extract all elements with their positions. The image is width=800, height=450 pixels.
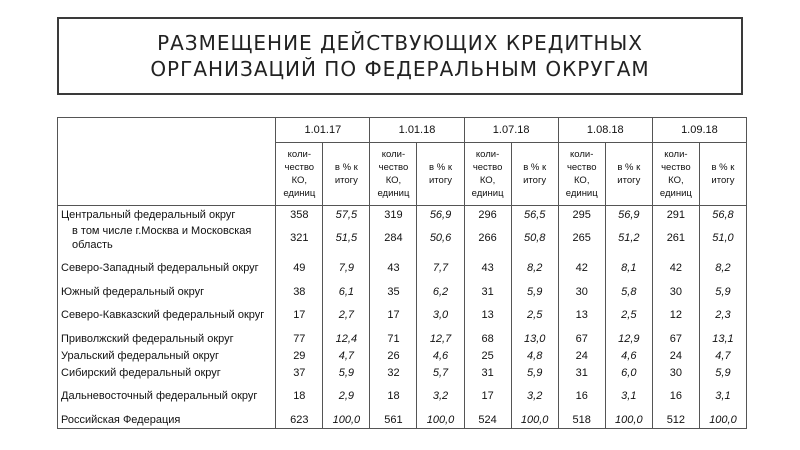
count-cell: 26 [370,347,417,364]
count-cell: 31 [464,283,511,300]
count-cell: 16 [652,381,699,411]
count-cell: 30 [558,283,605,300]
percent-cell: 13,1 [699,330,746,347]
percent-cell: 2,7 [323,300,370,330]
table-row [58,411,747,429]
count-cell: 67 [652,330,699,347]
percent-cell: 6,1 [323,283,370,300]
count-cell: 18 [370,381,417,411]
count-cell: 524 [464,411,511,429]
percent-cell: 12,4 [323,330,370,347]
percent-cell: 56,5 [511,206,558,224]
percent-cell: 5,9 [511,364,558,381]
percent-cell: 3,1 [605,381,652,411]
percent-cell: 5,9 [511,283,558,300]
header-date-5: 1.09.18 [652,118,746,143]
percent-cell: 2,5 [511,300,558,330]
subheader-count-2: коли- чество КО, единиц [370,143,417,206]
count-cell: 561 [370,411,417,429]
percent-cell: 2,5 [605,300,652,330]
count-cell: 77 [276,330,323,347]
count-cell: 17 [276,300,323,330]
credit-org-table-container [57,117,747,450]
percent-cell: 51,5 [323,223,370,253]
percent-cell: 5,9 [323,364,370,381]
percent-cell: 2,3 [699,300,746,330]
percent-cell: 3,0 [417,300,464,330]
count-cell: 319 [370,206,417,224]
percent-cell: 50,6 [417,223,464,253]
count-cell: 29 [276,347,323,364]
percent-cell: 7,9 [323,253,370,283]
header-date-4: 1.08.18 [558,118,652,143]
header-dates-row [58,118,747,143]
count-cell: 291 [652,206,699,224]
percent-cell: 3,2 [511,381,558,411]
percent-cell: 4,6 [417,347,464,364]
count-cell: 518 [558,411,605,429]
count-cell: 13 [558,300,605,330]
table-row [58,300,747,330]
percent-cell: 51,2 [605,223,652,253]
header-date-2: 1.01.18 [370,118,464,143]
subheader-count-5: коли- чество КО, единиц [652,143,699,206]
count-cell: 43 [464,253,511,283]
percent-cell: 100,0 [511,411,558,429]
region-name-cell: Центральный федеральный округ [58,206,276,224]
count-cell: 31 [558,364,605,381]
slide-title-line-2: ОРГАНИЗАЦИЙ ПО ФЕДЕРАЛЬНЫМ ОКРУГАМ [150,57,650,81]
percent-cell: 12,9 [605,330,652,347]
count-cell: 261 [652,223,699,253]
count-cell: 35 [370,283,417,300]
region-name-cell: Уральский федеральный округ [58,347,276,364]
table-row [58,223,747,253]
table-row [58,364,747,381]
subheader-percent-5: в % к итогу [699,143,746,206]
count-cell: 42 [558,253,605,283]
count-cell: 17 [464,381,511,411]
percent-cell: 6,2 [417,283,464,300]
header-date-1: 1.01.17 [276,118,370,143]
count-cell: 38 [276,283,323,300]
table-row [58,330,747,347]
count-cell: 12 [652,300,699,330]
subheader-count-3: коли- чество КО, единиц [464,143,511,206]
percent-cell: 13,0 [511,330,558,347]
region-name-cell: Северо-Кавказский федеральный округ [58,300,276,330]
count-cell: 67 [558,330,605,347]
subheader-count-1: коли- чество КО, единиц [276,143,323,206]
percent-cell: 5,7 [417,364,464,381]
count-cell: 13 [464,300,511,330]
count-cell: 265 [558,223,605,253]
percent-cell: 8,2 [699,253,746,283]
count-cell: 49 [276,253,323,283]
count-cell: 17 [370,300,417,330]
count-cell: 295 [558,206,605,224]
count-cell: 68 [464,330,511,347]
slide-title-line-1: РАЗМЕЩЕНИЕ ДЕЙСТВУЮЩИХ КРЕДИТНЫХ [157,31,643,55]
table-row [58,347,747,364]
percent-cell: 4,6 [605,347,652,364]
percent-cell: 8,2 [511,253,558,283]
percent-cell: 50,8 [511,223,558,253]
count-cell: 71 [370,330,417,347]
count-cell: 512 [652,411,699,429]
percent-cell: 2,9 [323,381,370,411]
count-cell: 31 [464,364,511,381]
subheader-count-4: коли- чество КО, единиц [558,143,605,206]
count-cell: 284 [370,223,417,253]
count-cell: 321 [276,223,323,253]
table-body [58,206,747,429]
region-name-cell: в том числе г.Москва и Московская область [58,223,276,253]
count-cell: 24 [652,347,699,364]
percent-cell: 56,8 [699,206,746,224]
region-name-cell: Сибирский федеральный округ [58,364,276,381]
table-row [58,381,747,411]
count-cell: 30 [652,283,699,300]
percent-cell: 51,0 [699,223,746,253]
region-name-cell: Северо-Западный федеральный округ [58,253,276,283]
percent-cell: 6,0 [605,364,652,381]
percent-cell: 100,0 [605,411,652,429]
percent-cell: 12,7 [417,330,464,347]
header-date-3: 1.07.18 [464,118,558,143]
count-cell: 296 [464,206,511,224]
percent-cell: 57,5 [323,206,370,224]
subheader-percent-3: в % к итогу [511,143,558,206]
count-cell: 25 [464,347,511,364]
percent-cell: 3,2 [417,381,464,411]
percent-cell: 100,0 [417,411,464,429]
percent-cell: 56,9 [605,206,652,224]
region-name-cell: Дальневосточный федеральный округ [58,381,276,411]
table-row [58,206,747,224]
table-row [58,253,747,283]
region-name-cell: Приволжский федеральный округ [58,330,276,347]
credit-org-table [57,117,747,429]
percent-cell: 56,9 [417,206,464,224]
percent-cell: 7,7 [417,253,464,283]
count-cell: 32 [370,364,417,381]
count-cell: 24 [558,347,605,364]
percent-cell: 4,8 [511,347,558,364]
percent-cell: 100,0 [323,411,370,429]
subheader-percent-4: в % к итогу [605,143,652,206]
percent-cell: 100,0 [699,411,746,429]
percent-cell: 4,7 [699,347,746,364]
count-cell: 266 [464,223,511,253]
count-cell: 42 [652,253,699,283]
percent-cell: 5,9 [699,364,746,381]
subheader-percent-1: в % к итогу [323,143,370,206]
count-cell: 37 [276,364,323,381]
region-name-cell: Южный федеральный округ [58,283,276,300]
count-cell: 358 [276,206,323,224]
percent-cell: 5,8 [605,283,652,300]
header-region-cell [58,118,276,206]
slide-title-box [57,17,743,95]
subheader-percent-2: в % к итогу [417,143,464,206]
percent-cell: 4,7 [323,347,370,364]
count-cell: 30 [652,364,699,381]
percent-cell: 8,1 [605,253,652,283]
count-cell: 43 [370,253,417,283]
count-cell: 18 [276,381,323,411]
count-cell: 623 [276,411,323,429]
region-name-cell: Российская Федерация [58,411,276,429]
percent-cell: 5,9 [699,283,746,300]
table-row [58,283,747,300]
count-cell: 16 [558,381,605,411]
percent-cell: 3,1 [699,381,746,411]
